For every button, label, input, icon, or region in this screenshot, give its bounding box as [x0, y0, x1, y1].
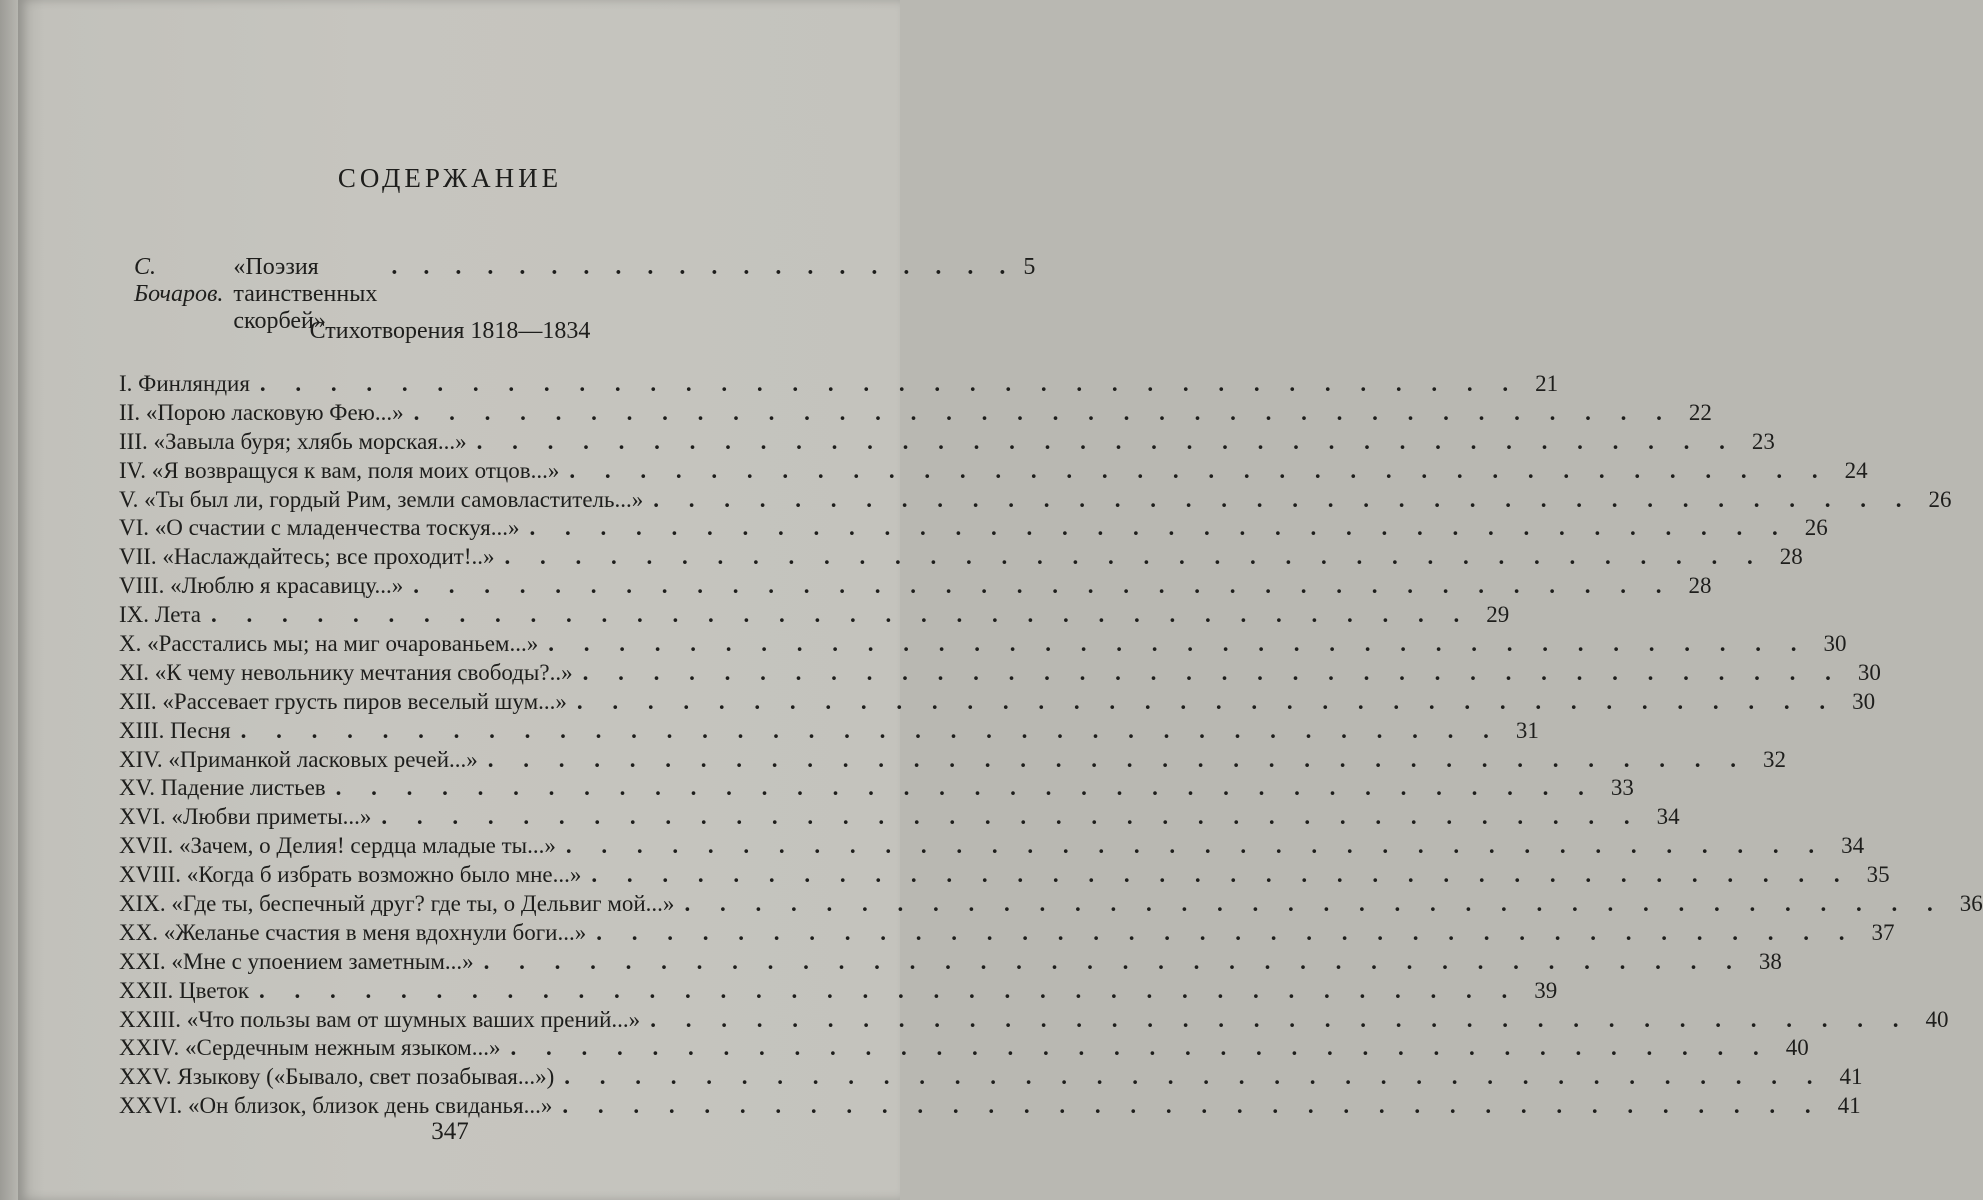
- dot-leader: . . . . . . . . . . . . . . . . . . . . . . . . . . . . . . . . . . . .: [335, 775, 1596, 801]
- toc-entry-page: 30: [1852, 688, 1876, 714]
- toc-entry: [119, 572, 1712, 601]
- intro-title: «Поэзия таинственных скорбей»: [233, 254, 378, 334]
- toc-entry-page: 36: [1959, 891, 1983, 917]
- dot-leader: . . . . . . . . . . . . . . . . . . . . . . . . . . . . . . . . . . . .: [582, 659, 1843, 685]
- toc-entry-title: XXIII. «Что пользы вам от шумных ваших прений...»: [119, 1006, 641, 1032]
- toc-entry-title: XX. «Желанье счастия в меня вдохнули боги...»: [119, 919, 587, 945]
- toc-entry-page: 29: [1486, 602, 1510, 628]
- toc-entry: [119, 746, 1786, 775]
- toc-entry-page: 39: [1534, 977, 1558, 1003]
- toc-entry: [119, 977, 1558, 1006]
- toc-entry: [119, 717, 1539, 746]
- toc-entry: [119, 774, 1634, 803]
- toc-entry-title: XVI. «Любви приметы...»: [119, 804, 372, 830]
- toc-entry-title: VIII. «Люблю я красавицу...»: [119, 573, 404, 599]
- toc-entry-page: 30: [1857, 659, 1881, 685]
- toc-entry-title: IV. «Я возвращуся к вам, поля моих отцов...»: [119, 457, 560, 483]
- dot-leader: . . . . . . . . . . . . . . . . . . . . . . . . . . . . . . . . . . . .: [240, 717, 1501, 743]
- dot-leader: . . . . . . . . . . . . . . . . . . . . . . . . . . . . . . . . . . . .: [548, 631, 1809, 657]
- toc-entry-page: 31: [1515, 717, 1539, 743]
- toc-entry-title: IX. Лета: [119, 602, 201, 628]
- intro-author: С. Бочаров.: [134, 254, 224, 307]
- toc-entry: [119, 514, 1828, 543]
- toc-entry-page: 26: [1928, 486, 1952, 512]
- toc-entry: [119, 832, 1865, 861]
- dot-leader: . . . . . . . . . . . . . . . . . . . . . . . . . . . . . . . . . . . .: [413, 399, 1674, 425]
- dot-leader: . . . . . . . . . . . . . . . . . . . .: [391, 254, 1016, 280]
- toc-entry-page: 35: [1866, 862, 1890, 888]
- toc-entry-page: 24: [1844, 457, 1868, 483]
- toc-entry-page: 33: [1610, 775, 1634, 801]
- toc-entry: [119, 659, 1881, 688]
- dot-leader: . . . . . . . . . . . . . . . . . . . . . . . . . . . . . . . . . . . .: [381, 804, 1642, 830]
- toc-entry: [119, 1006, 1949, 1035]
- toc-entry-title: XIV. «Приманкой ласковых речей...»: [119, 746, 478, 772]
- toc-entry-title: VII. «Наслаждайтесь; все проходит!..»: [119, 544, 495, 570]
- dot-leader: . . . . . . . . . . . . . . . . . . . . . . . . . . . . . . . . . . . .: [529, 515, 1790, 541]
- dot-leader: . . . . . . . . . . . . . . . . . . . . . . . . . . . . . . . . . . . .: [413, 573, 1674, 599]
- toc-entry-title: XI. «К чему невольнику мечтания свободы?..»: [119, 659, 573, 685]
- toc-entry-title: XVIII. «Когда б избрать возможно было мне...»: [119, 862, 582, 888]
- toc-entry: [119, 543, 1803, 572]
- section-heading: Стихотворения 1818—1834: [309, 318, 591, 344]
- toc-entry: [119, 1092, 1861, 1121]
- toc-entry-title: XV. Падение листьев: [119, 775, 326, 801]
- toc-entry: [119, 1063, 1863, 1092]
- page-title: СОДЕРЖАНИЕ: [337, 163, 563, 193]
- dot-leader: . . . . . . . . . . . . . . . . . . . . . . . . . . . . . . . . . . . .: [684, 891, 1945, 917]
- toc-entry-title: XVII. «Зачем, о Делия! сердца младые ты...»: [119, 833, 556, 859]
- toc-entry-title: XIX. «Где ты, беспечный друг? где ты, о Дельвиг мой...»: [119, 891, 675, 917]
- dot-leader: . . . . . . . . . . . . . . . . . . . . . . . . . . . . . . . . . . . .: [576, 688, 1838, 714]
- toc-entry-page: 41: [1839, 1064, 1863, 1090]
- dot-leader: . . . . . . . . . . . . . . . . . . . . . . . . . . . . . . . . . . . .: [259, 977, 1520, 1003]
- toc-entry-title: XXVI. «Он близок, близок день свиданья...»: [119, 1093, 553, 1119]
- dot-leader: . . . . . . . . . . . . . . . . . . . . . . . . . . . . . . . . . . . .: [650, 1006, 1911, 1032]
- toc-entry-page: 40: [1925, 1006, 1949, 1032]
- toc-entry: [119, 370, 1559, 399]
- toc-entry: [119, 457, 1868, 486]
- toc-entry: [119, 601, 1510, 630]
- dot-leader: . . . . . . . . . . . . . . . . . . . . . . . . . . . . . . . . . . . .: [483, 948, 1744, 974]
- toc-entry-title: XXIV. «Сердечным нежным языком...»: [119, 1035, 501, 1061]
- dot-leader: . . . . . . . . . . . . . . . . . . . . . . . . . . . . . . . . . . . .: [487, 746, 1748, 772]
- toc-entry: [119, 688, 1876, 717]
- toc-entry: [119, 428, 1775, 457]
- toc-entry: [119, 1034, 1809, 1063]
- intro-page-number: 5: [1023, 254, 1036, 280]
- toc-entry-page: 32: [1763, 746, 1786, 772]
- toc-entry-page: 28: [1688, 573, 1712, 599]
- toc-entry-page: 34: [1841, 833, 1865, 859]
- toc-entry: [119, 803, 1680, 832]
- toc-entry-page: 21: [1535, 371, 1559, 396]
- dot-leader: . . . . . . . . . . . . . . . . . . . . . . . . . . . . . . . . . . . .: [653, 486, 1914, 512]
- toc-list: [119, 370, 1983, 1121]
- toc-entry-page: 26: [1804, 515, 1828, 541]
- toc-entry-title: XIII. Песня: [119, 717, 231, 743]
- toc-entry-title: X. «Расстались мы; на миг очарованьем...»: [119, 631, 539, 657]
- toc-entry: [119, 486, 1952, 515]
- toc-entry-page: 28: [1779, 544, 1803, 570]
- dot-leader: . . . . . . . . . . . . . . . . . . . . . . . . . . . . . . . . . . . .: [259, 371, 1521, 396]
- toc-entry-page: 38: [1758, 948, 1782, 974]
- dot-leader: . . . . . . . . . . . . . . . . . . . . . . . . . . . . . . . . . . . .: [565, 833, 1827, 859]
- toc-entry-title: VI. «О счастии с младенчества тоскуя...»: [119, 515, 520, 541]
- toc-entry: [119, 861, 1890, 890]
- toc-entry-title: XII. «Рассевает грусть пиров веселый шум...»: [119, 688, 567, 714]
- toc-entry: [119, 399, 1712, 428]
- toc-entry-title: I. Финляндия: [119, 371, 250, 396]
- toc-entry-title: XXV. Языкову («Бывало, свет позабывая...»): [119, 1064, 555, 1090]
- dot-leader: . . . . . . . . . . . . . . . . . . . . . . . . . . . . . . . . . . . .: [510, 1035, 1771, 1061]
- toc-entry-page: 41: [1837, 1093, 1861, 1119]
- toc-entry-page: 23: [1751, 428, 1775, 454]
- page-folio: 347: [431, 1118, 469, 1145]
- toc-entry-page: 40: [1785, 1035, 1809, 1061]
- toc-entry-page: 37: [1871, 919, 1895, 945]
- toc-entry-page: 22: [1688, 399, 1712, 425]
- dot-leader: . . . . . . . . . . . . . . . . . . . . . . . . . . . . . . . . . . . .: [476, 428, 1737, 454]
- toc-entry-page: 34: [1656, 804, 1680, 830]
- dot-leader: . . . . . . . . . . . . . . . . . . . . . . . . . . . . . . . . . . . .: [569, 457, 1830, 483]
- toc-entry: [119, 948, 1782, 977]
- toc-entry: [119, 890, 1983, 919]
- dot-leader: . . . . . . . . . . . . . . . . . . . . . . . . . . . . . . . . . . . .: [562, 1093, 1823, 1119]
- toc-entry-title: V. «Ты был ли, гордый Рим, земли самовластитель...»: [119, 486, 644, 512]
- toc-entry: [119, 630, 1847, 659]
- toc-entry-title: XXII. Цветок: [119, 977, 250, 1003]
- dot-leader: . . . . . . . . . . . . . . . . . . . . . . . . . . . . . . . . . . . .: [504, 544, 1765, 570]
- dot-leader: . . . . . . . . . . . . . . . . . . . . . . . . . . . . . . . . . . . .: [564, 1064, 1825, 1090]
- toc-entry-title: II. «Порою ласковую Фею...»: [119, 399, 404, 425]
- toc-entry-title: XXI. «Мне с упоением заметным...»: [119, 948, 474, 974]
- dot-leader: . . . . . . . . . . . . . . . . . . . . . . . . . . . . . . . . . . . .: [596, 919, 1857, 945]
- toc-entry: [119, 919, 1895, 948]
- toc-entry-title: III. «Завыла буря; хлябь морская...»: [119, 428, 467, 454]
- dot-leader: . . . . . . . . . . . . . . . . . . . . . . . . . . . . . . . . . . . .: [210, 602, 1472, 628]
- toc-entry-page: 30: [1823, 631, 1847, 657]
- dot-leader: . . . . . . . . . . . . . . . . . . . . . . . . . . . . . . . . . . . .: [591, 862, 1852, 888]
